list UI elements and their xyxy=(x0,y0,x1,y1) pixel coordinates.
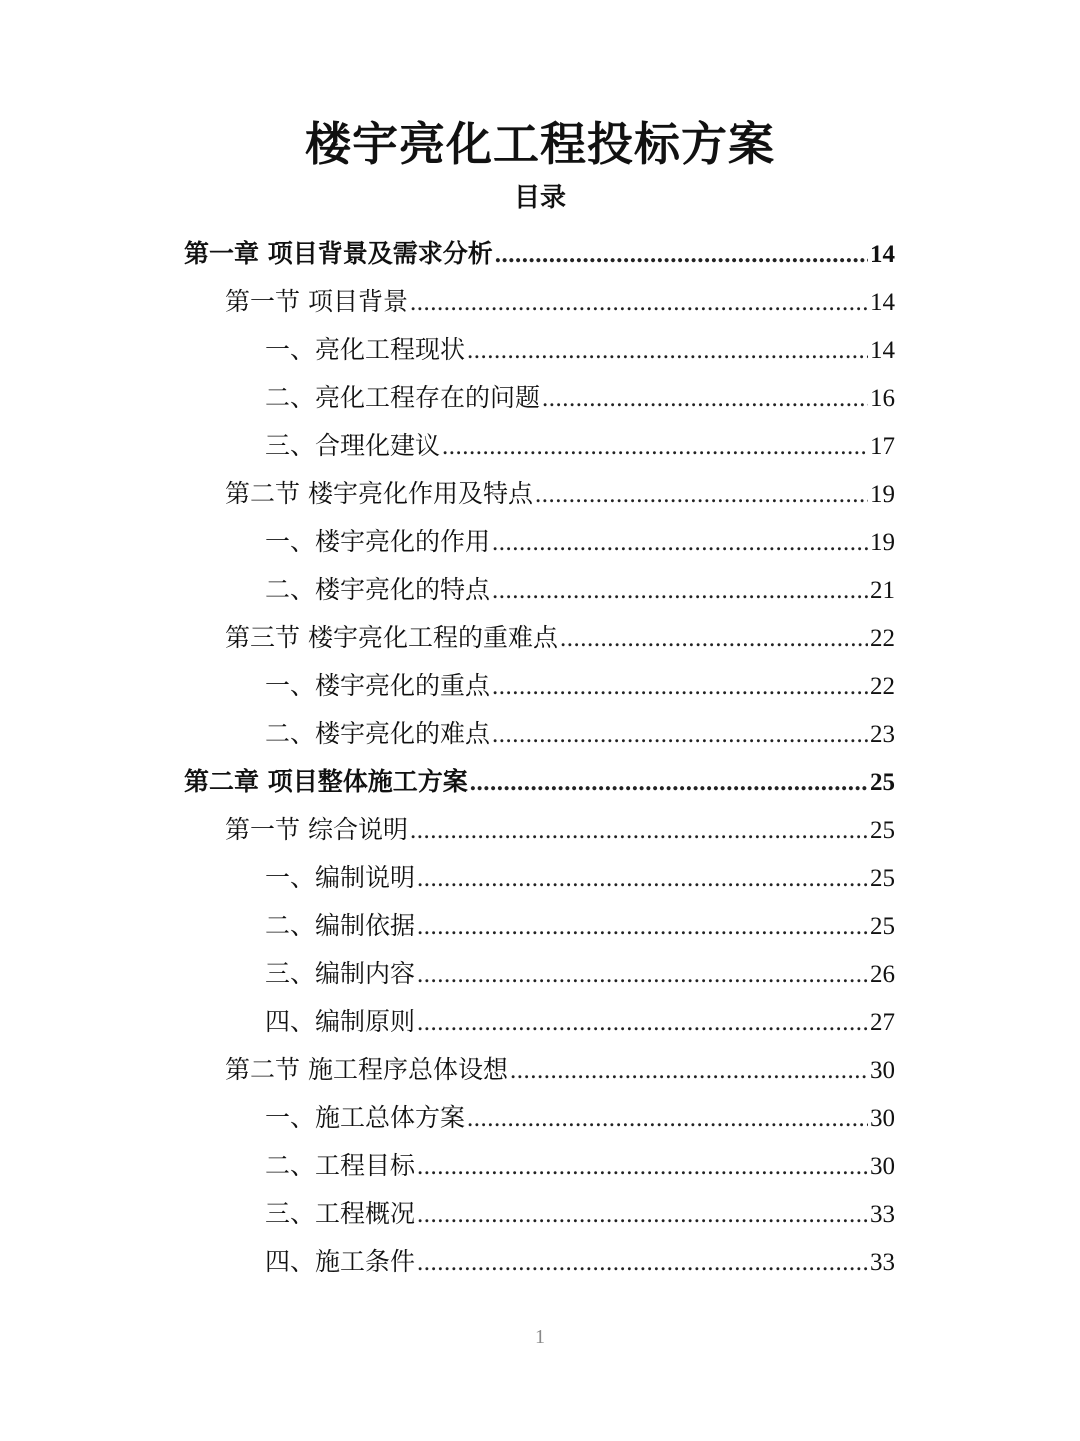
toc-entry-label: 一、楼宇亮化的重点 xyxy=(265,671,491,700)
toc-item[interactable] xyxy=(0,1238,1080,1286)
toc-leader-dots xyxy=(417,1191,868,1239)
toc-entry-label: 第一节 综合说明 xyxy=(225,815,408,844)
toc-item[interactable] xyxy=(0,518,1080,566)
toc-entry-page: 16 xyxy=(870,385,895,412)
toc-section[interactable] xyxy=(0,806,1080,854)
toc-item[interactable] xyxy=(0,1142,1080,1190)
toc-entry-page: 30 xyxy=(870,1153,895,1180)
toc-leader-dots xyxy=(535,471,868,519)
toc-leader-dots xyxy=(417,999,868,1047)
toc-entry-label: 四、施工条件 xyxy=(265,1247,416,1276)
toc-entry-page: 14 xyxy=(870,241,895,268)
toc-leader-dots xyxy=(492,567,868,615)
toc-entry-page: 14 xyxy=(870,337,895,364)
toc-leader-dots xyxy=(417,951,868,999)
table-of-contents xyxy=(0,230,1080,1286)
toc-leader-dots xyxy=(417,903,868,951)
toc-item[interactable] xyxy=(0,566,1080,614)
toc-chapter-1[interactable] xyxy=(0,230,1080,278)
toc-leader-dots xyxy=(410,279,868,327)
toc-section[interactable] xyxy=(0,470,1080,518)
toc-leader-dots xyxy=(467,1095,868,1143)
toc-entry-page: 17 xyxy=(870,433,895,460)
toc-item[interactable] xyxy=(0,902,1080,950)
toc-leader-dots xyxy=(510,1047,868,1095)
toc-entry-label: 第一节 项目背景 xyxy=(225,287,408,316)
toc-entry-page: 21 xyxy=(870,577,895,604)
toc-entry-label: 二、楼宇亮化的难点 xyxy=(265,719,491,748)
toc-item[interactable] xyxy=(0,326,1080,374)
toc-entry-page: 25 xyxy=(870,913,895,940)
toc-entry-page: 14 xyxy=(870,289,895,316)
toc-entry-page: 30 xyxy=(870,1057,895,1084)
toc-section[interactable] xyxy=(0,1046,1080,1094)
toc-item[interactable] xyxy=(0,422,1080,470)
toc-entry-page: 25 xyxy=(870,817,895,844)
toc-item[interactable] xyxy=(0,710,1080,758)
toc-entry-page: 25 xyxy=(870,865,895,892)
toc-item[interactable] xyxy=(0,998,1080,1046)
toc-entry-label: 二、楼宇亮化的特点 xyxy=(265,575,491,604)
toc-section[interactable] xyxy=(0,278,1080,326)
toc-leader-dots xyxy=(492,663,868,711)
toc-entry-label: 一、亮化工程现状 xyxy=(265,335,466,364)
toc-entry-page: 30 xyxy=(870,1105,895,1132)
document-title: 楼宇亮化工程投标方案 xyxy=(305,117,775,171)
toc-entry-page: 26 xyxy=(870,961,895,988)
toc-entry-label: 第二章 项目整体施工方案 xyxy=(184,767,468,796)
toc-leader-dots xyxy=(417,1143,868,1191)
toc-entry-page: 33 xyxy=(870,1201,895,1228)
toc-entry-page: 19 xyxy=(870,529,895,556)
toc-entry-page: 25 xyxy=(870,769,895,796)
toc-chapter-2[interactable] xyxy=(0,758,1080,806)
toc-section[interactable] xyxy=(0,614,1080,662)
toc-item[interactable] xyxy=(0,662,1080,710)
toc-entry-label: 第二节 楼宇亮化作用及特点 xyxy=(225,479,533,508)
toc-item[interactable] xyxy=(0,950,1080,998)
toc-item[interactable] xyxy=(0,854,1080,902)
toc-entry-label: 三、工程概况 xyxy=(265,1199,416,1228)
toc-leader-dots xyxy=(542,375,868,423)
toc-entry-page: 22 xyxy=(870,673,895,700)
toc-entry-page: 19 xyxy=(870,481,895,508)
toc-entry-page: 22 xyxy=(870,625,895,652)
toc-entry-label: 一、施工总体方案 xyxy=(265,1103,466,1132)
toc-item[interactable] xyxy=(0,1190,1080,1238)
toc-entry-label: 四、编制原则 xyxy=(265,1007,416,1036)
toc-entry-label: 三、合理化建议 xyxy=(265,431,441,460)
toc-leader-dots xyxy=(417,1239,868,1287)
toc-leader-dots xyxy=(467,327,868,375)
toc-entry-label: 三、编制内容 xyxy=(265,959,416,988)
toc-entry-label: 第三节 楼宇亮化工程的重难点 xyxy=(225,623,558,652)
toc-entry-label: 二、编制依据 xyxy=(265,911,416,940)
footer-page-number: 1 xyxy=(535,1326,545,1348)
toc-heading: 目录 xyxy=(513,183,566,213)
toc-leader-dots xyxy=(442,423,868,471)
toc-item[interactable] xyxy=(0,1094,1080,1142)
toc-entry-label: 二、工程目标 xyxy=(265,1151,416,1180)
toc-leader-dots xyxy=(417,855,868,903)
toc-leader-dots xyxy=(495,231,868,279)
toc-leader-dots xyxy=(410,807,868,855)
toc-leader-dots xyxy=(560,615,868,663)
toc-leader-dots xyxy=(492,519,868,567)
toc-entry-label: 一、编制说明 xyxy=(265,863,416,892)
toc-entry-label: 第二节 施工程序总体设想 xyxy=(225,1055,508,1084)
toc-entry-label: 一、楼宇亮化的作用 xyxy=(265,527,491,556)
toc-entry-label: 二、亮化工程存在的问题 xyxy=(265,383,541,412)
toc-leader-dots xyxy=(470,759,868,807)
toc-entry-page: 33 xyxy=(870,1249,895,1276)
toc-leader-dots xyxy=(492,711,868,759)
toc-entry-label: 第一章 项目背景及需求分析 xyxy=(184,239,493,268)
toc-entry-page: 27 xyxy=(870,1009,895,1036)
toc-entry-page: 23 xyxy=(870,721,895,748)
toc-item[interactable] xyxy=(0,374,1080,422)
